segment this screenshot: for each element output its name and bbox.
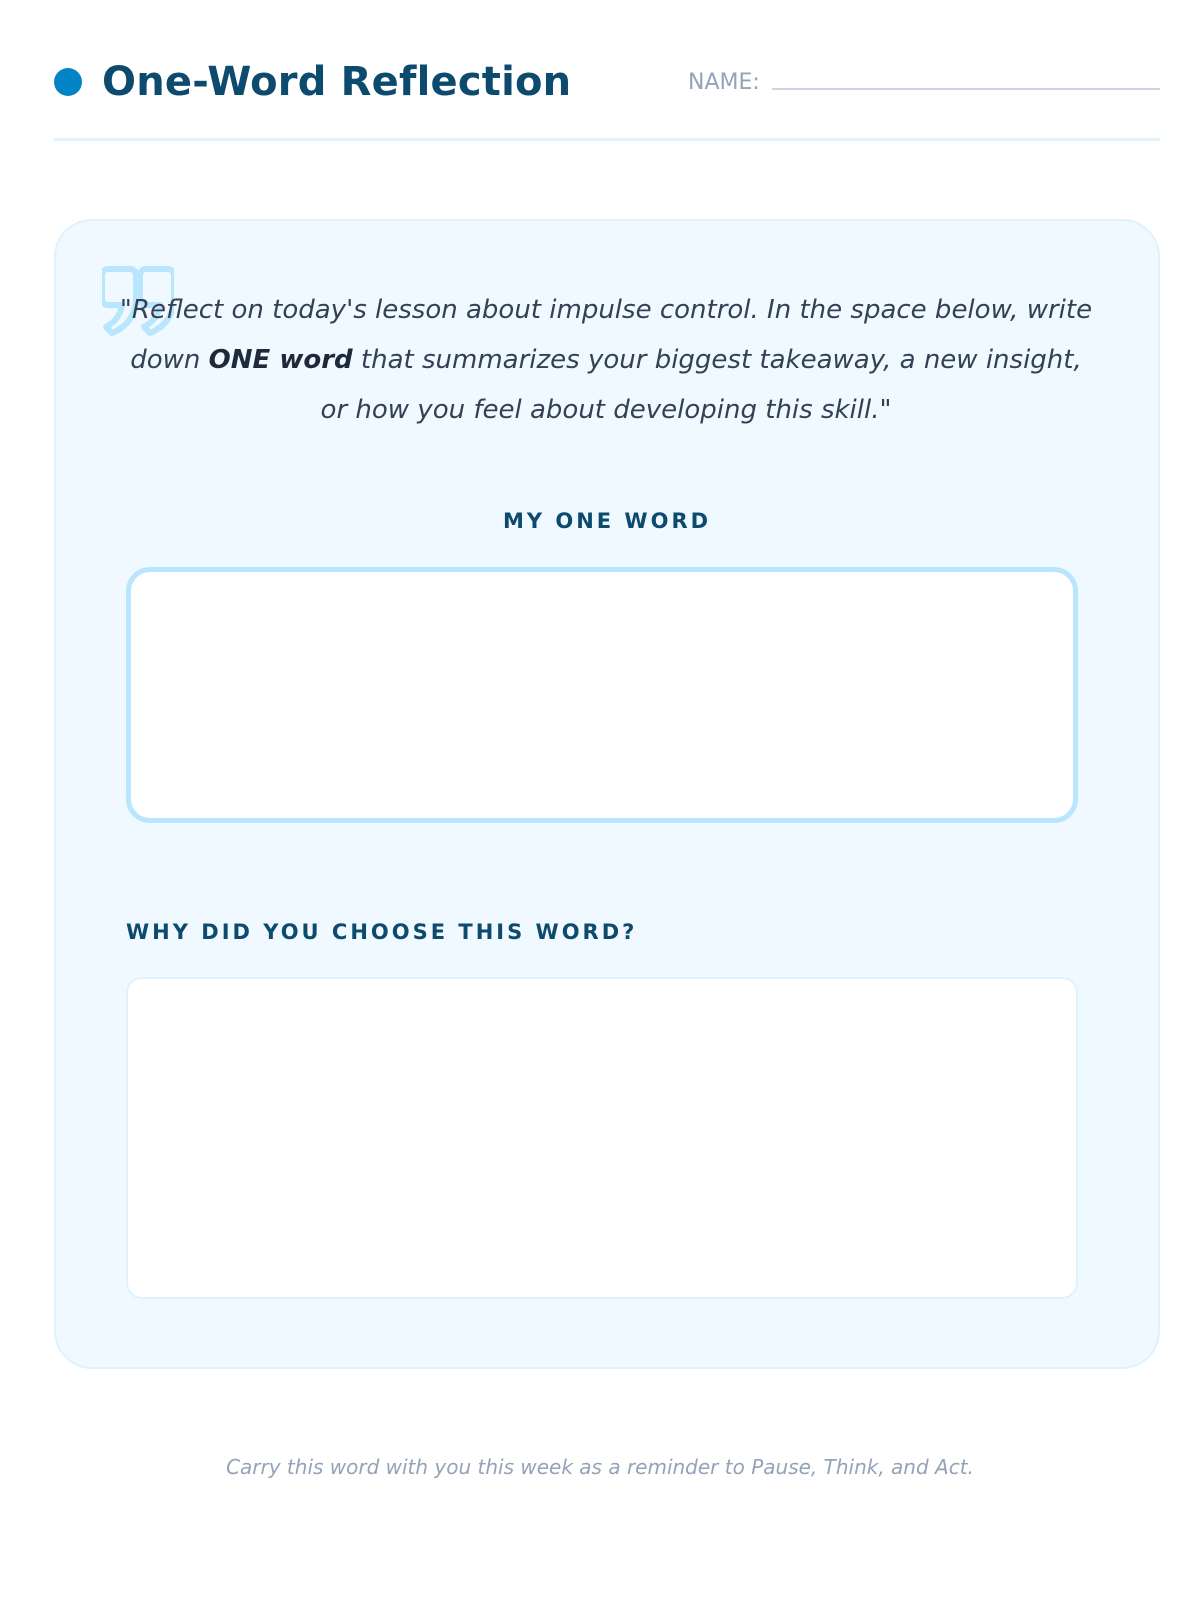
name-field[interactable] xyxy=(772,88,1160,90)
one-word-label: MY ONE WORD xyxy=(502,509,712,533)
page-title: One-Word Reflection xyxy=(102,59,572,105)
prompt-emphasis: ONE word xyxy=(208,345,353,375)
page-header xyxy=(54,48,1160,141)
why-answer-box[interactable] xyxy=(126,977,1078,1299)
title-bullet-dot xyxy=(54,68,82,96)
why-label: WHY DID YOU CHOOSE THIS WORD? xyxy=(126,920,638,944)
prompt-text-end: that summarizes your biggest takeaway, a new insight, or how you feel about developing this skill." xyxy=(320,345,1082,425)
reflection-prompt xyxy=(116,285,1096,435)
footer-note: Carry this word with you this week as a reminder to Pause, Think, and Act. xyxy=(226,1455,974,1479)
one-word-input-box[interactable] xyxy=(126,567,1078,823)
reflection-card xyxy=(54,219,1160,1369)
name-label: NAME: xyxy=(688,70,760,95)
prompt-text-start: "Reflect on today's lesson about impulse control. In the space below, write down xyxy=(119,295,1093,375)
